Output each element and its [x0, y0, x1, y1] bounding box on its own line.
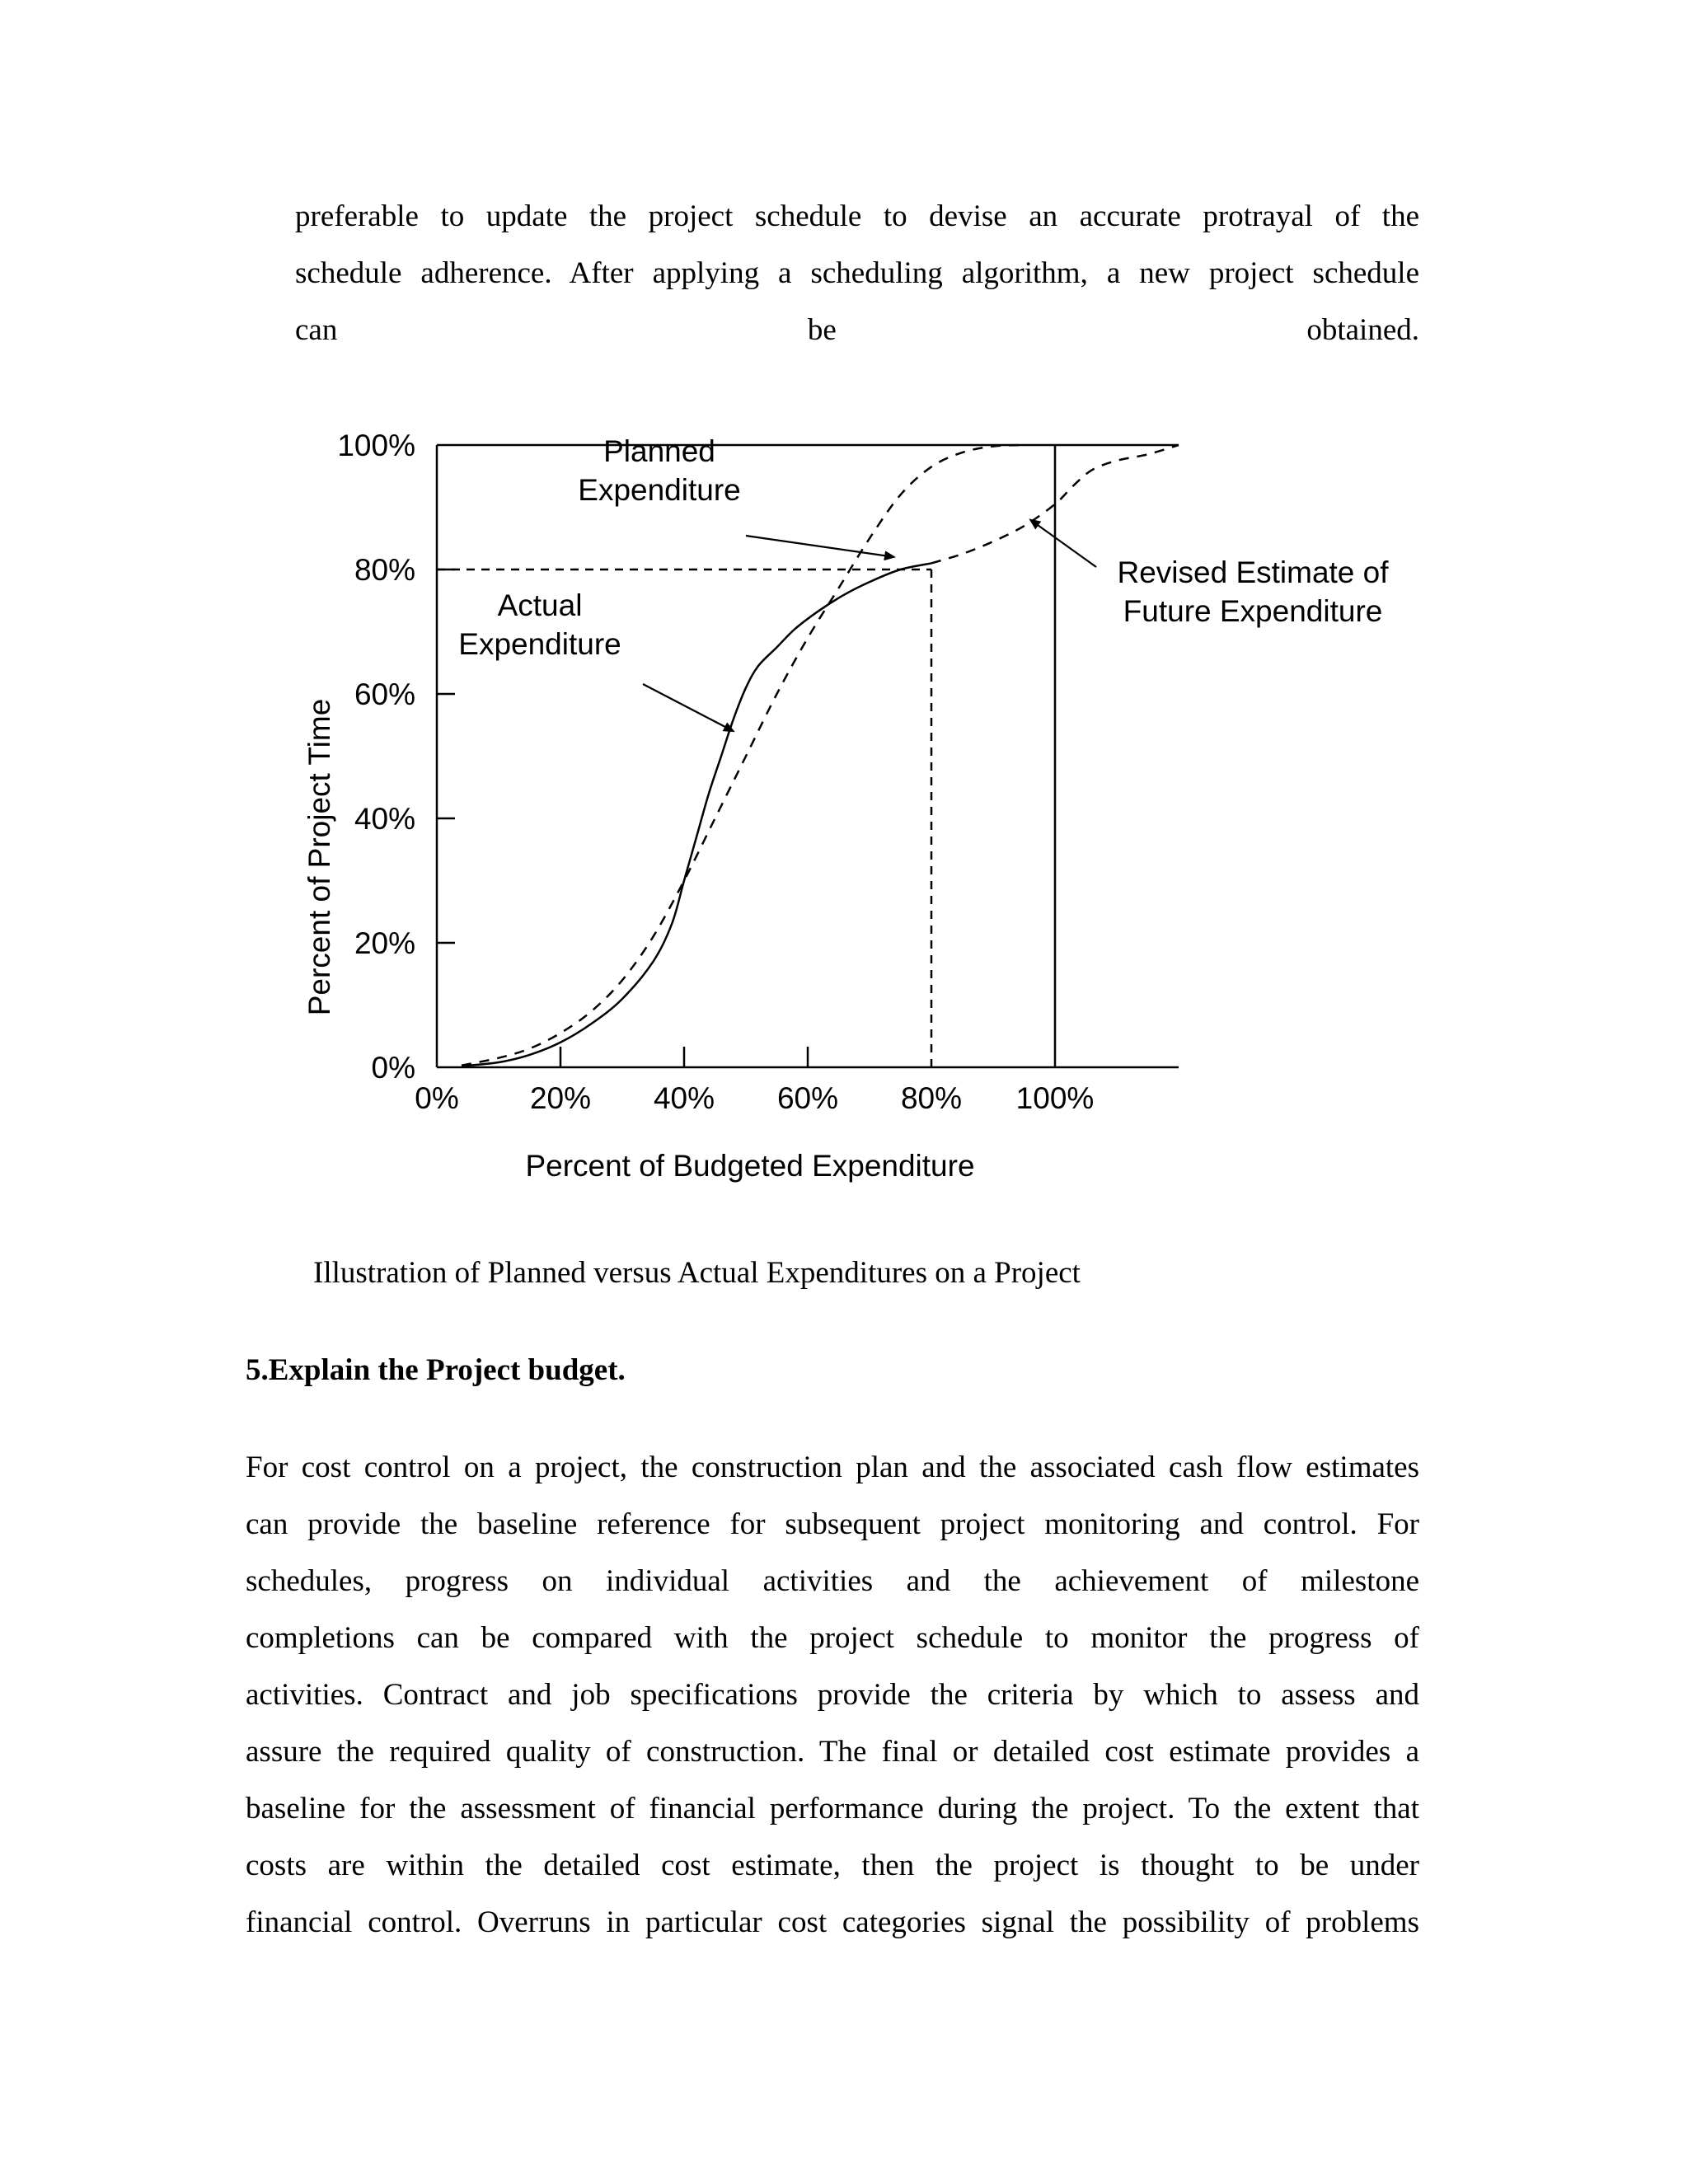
body-line: baseline for the assessment of financial performance during the project. To the extent that [246, 1792, 1419, 1825]
x-tick-label: 0% [415, 1081, 459, 1115]
y-tick-label: 0% [371, 1051, 415, 1085]
annotation-arrow [1030, 520, 1096, 567]
annotation-label: Expenditure [458, 627, 621, 661]
annotation-label: Planned [603, 434, 715, 468]
section-heading: 5.Explain the Project budget. [246, 1353, 626, 1387]
intro-paragraph [295, 188, 1419, 359]
y-tick-label: 60% [354, 677, 415, 711]
x-tick-label: 100% [1015, 1081, 1095, 1115]
y-tick-label: 40% [354, 802, 415, 836]
intro-line: can be obtained. [295, 313, 1419, 347]
intro-line: preferable to update the project schedule to devise an accurate protrayal of the [295, 199, 1419, 233]
annotation-arrow [746, 536, 894, 557]
annotation-label: Expenditure [578, 473, 741, 507]
planned-expenditure-curve [462, 445, 1025, 1066]
intro-line: schedule adherence. After applying a scheduling algorithm, a new project schedule [295, 256, 1419, 290]
annotation-label: Future Expenditure [1123, 594, 1383, 628]
body-line: financial control. Overruns in particular cost categories signal the possibility of problems [246, 1905, 1419, 1939]
body-line: costs are within the detailed cost estimate, then the project is thought to be under [246, 1849, 1419, 1882]
y-tick-label: 80% [354, 553, 415, 587]
body-line: completions can be compared with the project schedule to monitor the progress of [246, 1621, 1419, 1655]
annotation-label: Actual [497, 588, 583, 622]
x-tick-label: 80% [900, 1081, 963, 1115]
x-tick-label: 20% [529, 1081, 592, 1115]
y-tick-label: 20% [354, 926, 415, 960]
expenditure-chart [297, 429, 1418, 1203]
body-paragraph [246, 1439, 1419, 1951]
annotation-label: Revised Estimate of [1117, 555, 1389, 589]
x-tick-label: 40% [653, 1081, 715, 1115]
body-line: activities. Contract and job specifications provide the criteria by which to assess and [246, 1678, 1419, 1712]
y-axis-label: Percent of Project Time [302, 698, 336, 1016]
figure-caption: Illustration of Planned versus Actual Expenditures on a Project [313, 1256, 1081, 1290]
body-line: schedules, progress on individual activities and the achievement of milestone [246, 1564, 1419, 1598]
body-line: can provide the baseline reference for subsequent project monitoring and control. For [246, 1507, 1419, 1541]
annotation-arrow [643, 684, 734, 731]
x-axis-label: Percent of Budgeted Expenditure [525, 1149, 975, 1183]
body-line: For cost control on a project, the construction plan and the associated cash flow estimates [246, 1451, 1419, 1484]
body-line: assure the required quality of construction. The final or detailed cost estimate provides a [246, 1735, 1419, 1769]
x-tick-label: 60% [776, 1081, 839, 1115]
y-tick-label: 100% [337, 429, 415, 462]
expenditure-chart-svg [297, 429, 1418, 1203]
